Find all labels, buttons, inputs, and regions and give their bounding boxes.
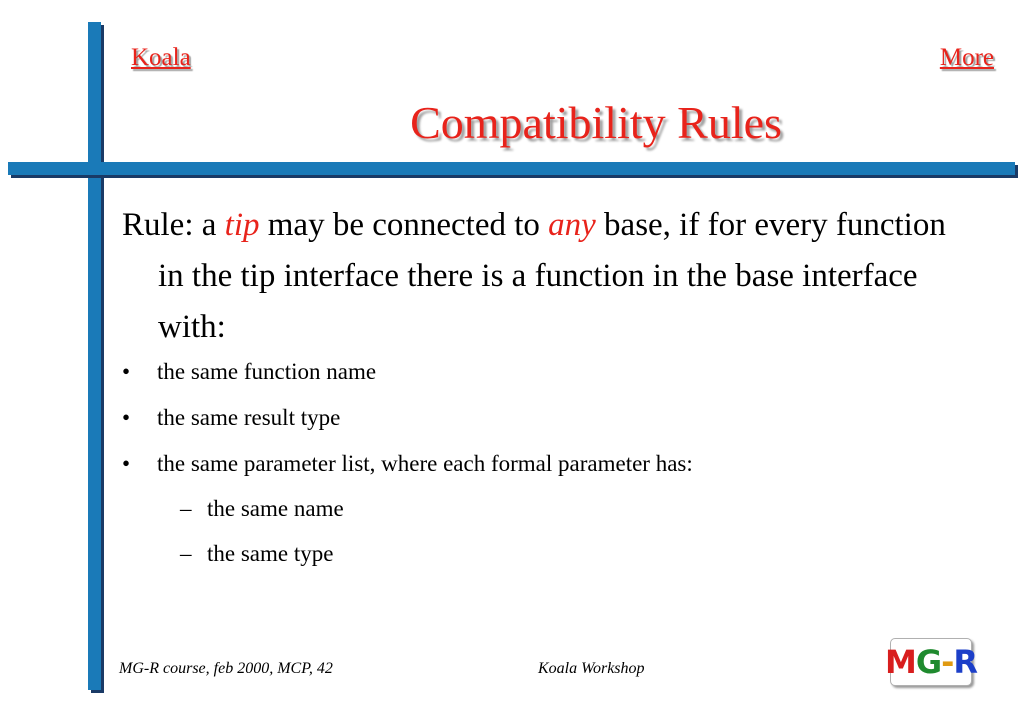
koala-link[interactable]: Koala <box>131 44 191 71</box>
rule-suffix: base, if for every function in the tip interface there is a function in the base interface with: <box>158 207 946 345</box>
sub-bullet-item <box>180 541 333 567</box>
bullet-marker: • <box>122 451 131 476</box>
rule-tip: tip <box>224 207 260 243</box>
sub-bullet-item <box>180 496 344 522</box>
slide-title: Compatibility Rules <box>410 97 782 148</box>
rule-middle: may be connected to <box>259 207 549 243</box>
sub-bullet-text: the same type <box>207 541 334 566</box>
bullet-item <box>122 405 340 431</box>
bullet-item <box>122 359 376 385</box>
bullet-text: the same function name <box>157 359 377 384</box>
bullet-text: the same result type <box>157 405 341 430</box>
more-link[interactable]: More <box>939 44 994 71</box>
bullet-item <box>122 451 693 477</box>
sub-bullet-text: the same name <box>207 496 344 521</box>
logo-letter: M <box>884 643 916 681</box>
horizontal-bar <box>8 162 1015 175</box>
logo-letter: R <box>953 643 978 681</box>
vertical-bar <box>88 22 101 690</box>
sub-bullet-marker: – <box>180 541 192 566</box>
rule-any: any <box>548 207 596 243</box>
logo-letter: - <box>941 643 954 681</box>
footer-workshop: Koala Workshop <box>538 660 645 677</box>
bullet-marker: • <box>122 359 131 384</box>
logo-letter: G <box>915 643 942 681</box>
footer-course-info: MG-R course, feb 2000, MCP, 42 <box>119 660 333 677</box>
bullet-text: the same parameter list, where each formal parameter has: <box>157 451 693 476</box>
mg-r-logo <box>884 638 978 686</box>
bullet-marker: • <box>122 405 131 430</box>
sub-bullet-marker: – <box>180 496 192 521</box>
rule-paragraph <box>122 200 978 353</box>
rule-prefix: Rule: a <box>122 207 225 243</box>
